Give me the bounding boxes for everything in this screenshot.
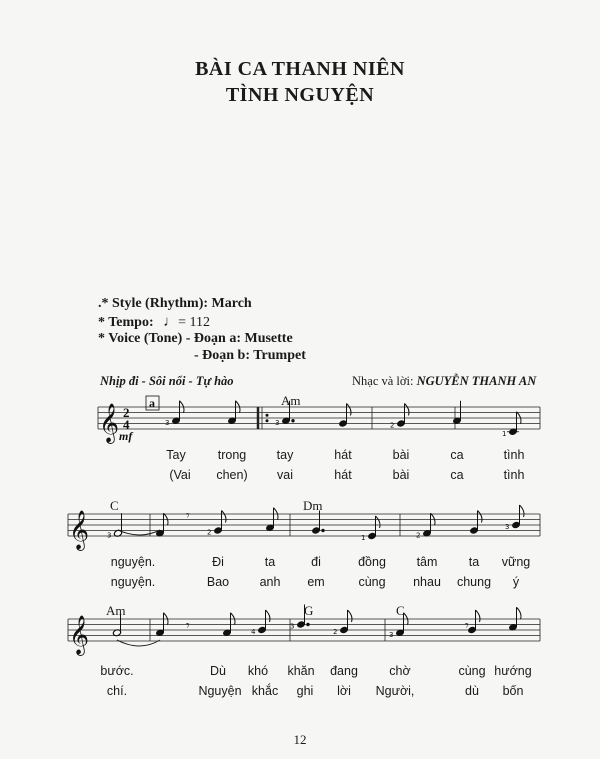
voice-b-info: - Đoạn b: Trumpet — [194, 348, 306, 363]
repeat-dot — [266, 414, 269, 417]
voice-a-info: * Voice (Tone) - Đoạn a: Musette — [98, 331, 293, 346]
lyric-syllable: khó — [247, 664, 269, 678]
lyric-syllable: tình — [503, 468, 525, 482]
fingering-number: 2 — [333, 628, 338, 636]
note-dot — [292, 420, 294, 422]
treble-clef-icon: 𝄞 — [69, 510, 90, 550]
lyric-syllable: cùng — [358, 575, 386, 589]
lyric-syllable: vai — [277, 468, 293, 482]
lyric-syllable: nguyện. — [110, 555, 156, 569]
fingering-number: 3 — [165, 418, 170, 427]
lyric-syllable: lời — [337, 684, 351, 698]
lyric-syllable: tay — [276, 448, 294, 462]
lyric-syllable: nhau — [413, 575, 441, 589]
lyric-syllable: tâm — [416, 555, 438, 569]
lyric-syllable: bài — [392, 448, 410, 462]
note-flag — [222, 511, 227, 523]
fingering-number: 3 — [290, 622, 295, 631]
lyric-syllable: cùng — [458, 664, 486, 678]
note-flag — [517, 607, 522, 619]
lyric-syllable: ghi — [296, 684, 314, 698]
fingering-number: 3 — [107, 531, 112, 540]
note-flag — [376, 516, 381, 528]
lyric-syllable: nguyện. — [110, 575, 156, 589]
eighth-rest-icon: 𝄾 — [186, 618, 190, 634]
time-signature-bottom: 4 — [123, 417, 130, 432]
lyric-syllable: bốn — [502, 684, 524, 698]
note-flag — [476, 610, 481, 622]
section-label: a — [149, 396, 155, 410]
note-flag — [266, 610, 271, 622]
lyric-syllable: Nguyện — [198, 684, 242, 698]
fingering-number: 3 — [505, 523, 510, 531]
eighth-rest-icon: 𝄾 — [186, 508, 190, 524]
lyric-syllable: Đi — [212, 555, 224, 569]
tempo-label: * Tempo: — [98, 315, 154, 330]
note-dot — [322, 529, 324, 531]
tempo-value: = 112 — [178, 315, 211, 330]
song-title-line-2: TÌNH NGUYỆN — [225, 84, 375, 106]
lyric-syllable: chí. — [106, 684, 128, 698]
lyric-syllable: ta — [264, 555, 276, 569]
credit-prefix: Nhạc và lời: — [352, 374, 414, 388]
treble-clef-icon: 𝄞 — [69, 615, 90, 655]
note-flag — [347, 404, 352, 416]
fingering-number: 2 — [390, 421, 395, 430]
time-signature-top: 2 — [123, 405, 130, 420]
fingering-number: 1 — [502, 429, 507, 438]
chord-symbol: Dm — [303, 498, 323, 513]
lyric-syllable: chung — [456, 575, 492, 589]
fingering-number: 1 — [361, 534, 366, 542]
lyric-syllable: em — [307, 575, 325, 589]
lyric-syllable: Dù — [210, 664, 226, 678]
lyric-syllable: vững — [501, 555, 531, 569]
chord-symbol: Am — [281, 393, 301, 408]
song-title-line-1: BÀI CA THANH NIÊN — [195, 58, 405, 80]
note-flag — [520, 505, 525, 517]
fingering-number: 3 — [389, 630, 394, 639]
lyric-syllable: hướng — [494, 664, 532, 678]
lyric-syllable: ca — [450, 468, 464, 482]
chord-symbol: C — [110, 498, 119, 513]
note-flag — [405, 404, 410, 416]
repeat-dot — [266, 419, 269, 422]
lyric-syllable: bước. — [100, 664, 134, 678]
lyric-syllable: ý — [512, 575, 520, 589]
lyric-syllable: hát — [334, 468, 352, 482]
fingering-number: 4 — [251, 628, 256, 636]
lyric-syllable: (Vai — [169, 468, 191, 482]
lyric-syllable: hát — [334, 448, 352, 462]
chord-symbol: Am — [106, 603, 126, 618]
dynamic-marking: mf — [119, 429, 133, 443]
lyric-syllable: Bao — [206, 575, 230, 589]
note-dot — [307, 623, 309, 625]
lyric-syllable: ta — [468, 555, 480, 569]
lyric-syllable: chờ — [389, 664, 411, 678]
chord-symbol: G — [304, 603, 314, 618]
lyric-syllable: chen) — [216, 468, 248, 482]
lyric-syllable: trong — [217, 448, 247, 462]
lyric-syllable: đồng — [358, 555, 386, 569]
fingering-number: 2 — [207, 528, 212, 537]
lyric-syllable: đi — [311, 555, 321, 569]
lyric-syllable: khăn — [287, 664, 315, 678]
composer-name: NGUYỄN THANH AN — [416, 374, 537, 388]
style-info: .* Style (Rhythm): March — [98, 296, 252, 311]
note-flag — [348, 610, 353, 622]
lyric-syllable: đang — [330, 664, 358, 678]
eighth-rest-icon: 𝄾 — [465, 618, 469, 634]
lyric-syllable: tình — [503, 448, 525, 462]
lyric-syllable: Người, — [375, 684, 415, 698]
quarter-note-icon: ♩ — [163, 314, 179, 330]
fingering-number: 2 — [416, 531, 421, 540]
lyric-syllable: bài — [392, 468, 410, 482]
lyric-syllable: Tay — [166, 448, 186, 462]
lyric-syllable: dù — [465, 684, 479, 698]
lyric-syllable: ca — [450, 448, 464, 462]
lyric-syllable: anh — [259, 575, 281, 589]
page-number: 12 — [293, 732, 307, 747]
chord-symbol: C — [396, 603, 405, 618]
fingering-number: 3 — [275, 418, 280, 427]
lyric-syllable: khắc — [251, 684, 279, 698]
mood-marking: Nhịp đi - Sôi nổi - Tự hào — [100, 374, 234, 388]
note-flag — [478, 511, 483, 523]
treble-clef-icon: 𝄞 — [99, 403, 120, 443]
